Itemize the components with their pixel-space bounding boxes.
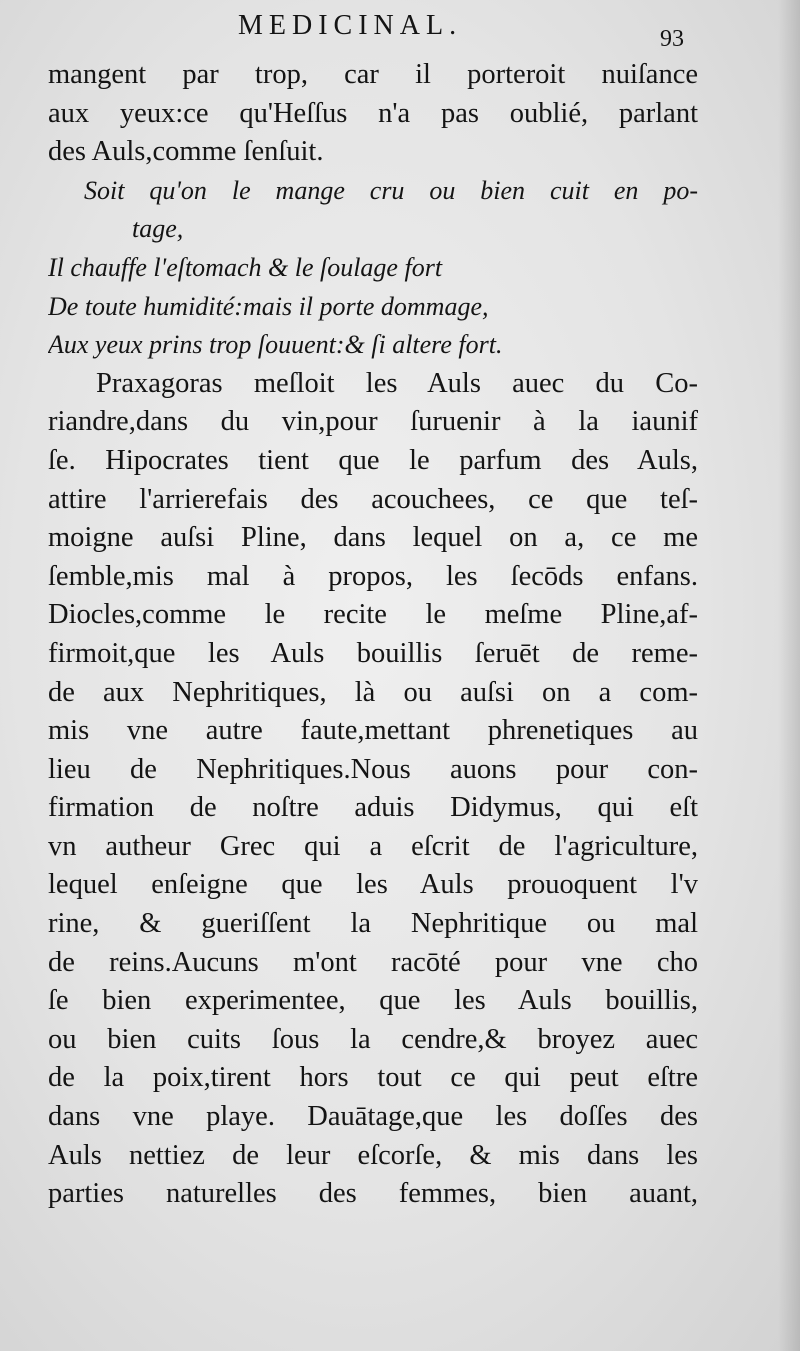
page-header <box>0 10 800 50</box>
paragraph-line: lequel enſeigne que les Auls prouoquent l'v <box>48 869 698 901</box>
verse-line: Aux yeux prins trop ſouuent:& ſi altere fort. <box>48 330 503 360</box>
paragraph-line: mis vne autre faute,mettant phrenetiques au <box>48 715 698 747</box>
paragraph-line: firmation de noſtre aduis Didymus, qui eſt <box>48 792 698 824</box>
verse-line: De toute humidité:mais il porte dommage, <box>48 291 489 321</box>
paragraph-line: attire l'arrierefais des acouchees, ce que teſ- <box>48 483 698 515</box>
paragraph-line: dans vne playe. Dauātage,que les doſſes des <box>48 1101 698 1133</box>
paragraph-line: parties naturelles des femmes, bien auant, <box>48 1178 698 1210</box>
running-head: MEDICINAL. <box>238 10 463 41</box>
page-gutter-shadow <box>778 0 800 1351</box>
verse-line: Il chauffe l'eſtomach & le ſoulage fort <box>48 252 443 282</box>
text-line: aux yeux:ce qu'Heſſus n'a pas oublié, parlant <box>48 97 698 129</box>
page-number: 93 <box>660 26 684 52</box>
paragraph-line: de la poix,tirent hors tout ce qui peut eſtre <box>48 1062 698 1094</box>
paragraph-line: firmoit,que les Auls bouillis ſeruēt de reme- <box>48 637 698 669</box>
paragraph-line: lieu de Nephritiques.Nous auons pour con- <box>48 753 698 785</box>
text-line: des Auls,comme ſenſuit. <box>48 136 324 168</box>
verse-line: Soit qu'on le mange cru ou bien cuit en po- <box>84 175 698 205</box>
paragraph-line: Auls nettiez de leur eſcorſe, & mis dans les <box>48 1139 698 1171</box>
paragraph-line: de reins.Aucuns m'ont racōté pour vne cho <box>48 946 698 978</box>
paragraph-line: ou bien cuits ſous la cendre,& broyez auec <box>48 1023 698 1055</box>
text-block <box>48 56 698 1214</box>
text-line: mangent par trop, car il porteroit nuiſance <box>48 59 698 90</box>
paragraph-line: vn autheur Grec qui a eſcrit de l'agriculture, <box>48 830 698 862</box>
paragraph-line: ſemble,mis mal à propos, les ſecōds enfans. <box>48 560 698 592</box>
verse-line: tage, <box>132 214 184 244</box>
paragraph-line: ſe bien experimentee, que les Auls bouillis, <box>48 985 698 1017</box>
paragraph-line: rine, & gueriſſent la Nephritique ou mal <box>48 908 698 940</box>
paragraph-line: riandre,dans du vin,pour ſuruenir à la iaunif <box>48 406 698 438</box>
paragraph-line: Diocles,comme le recite le meſme Pline,af- <box>48 599 698 631</box>
paragraph-line: ſe. Hipocrates tient que le parfum des Auls, <box>48 444 698 476</box>
paragraph-line: Praxagoras meſloit les Auls auec du Co- <box>96 367 698 399</box>
paragraph-line: moigne auſsi Pline, dans lequel on a, ce me <box>48 522 698 554</box>
paragraph-line: de aux Nephritiques, là ou auſsi on a com- <box>48 676 698 708</box>
